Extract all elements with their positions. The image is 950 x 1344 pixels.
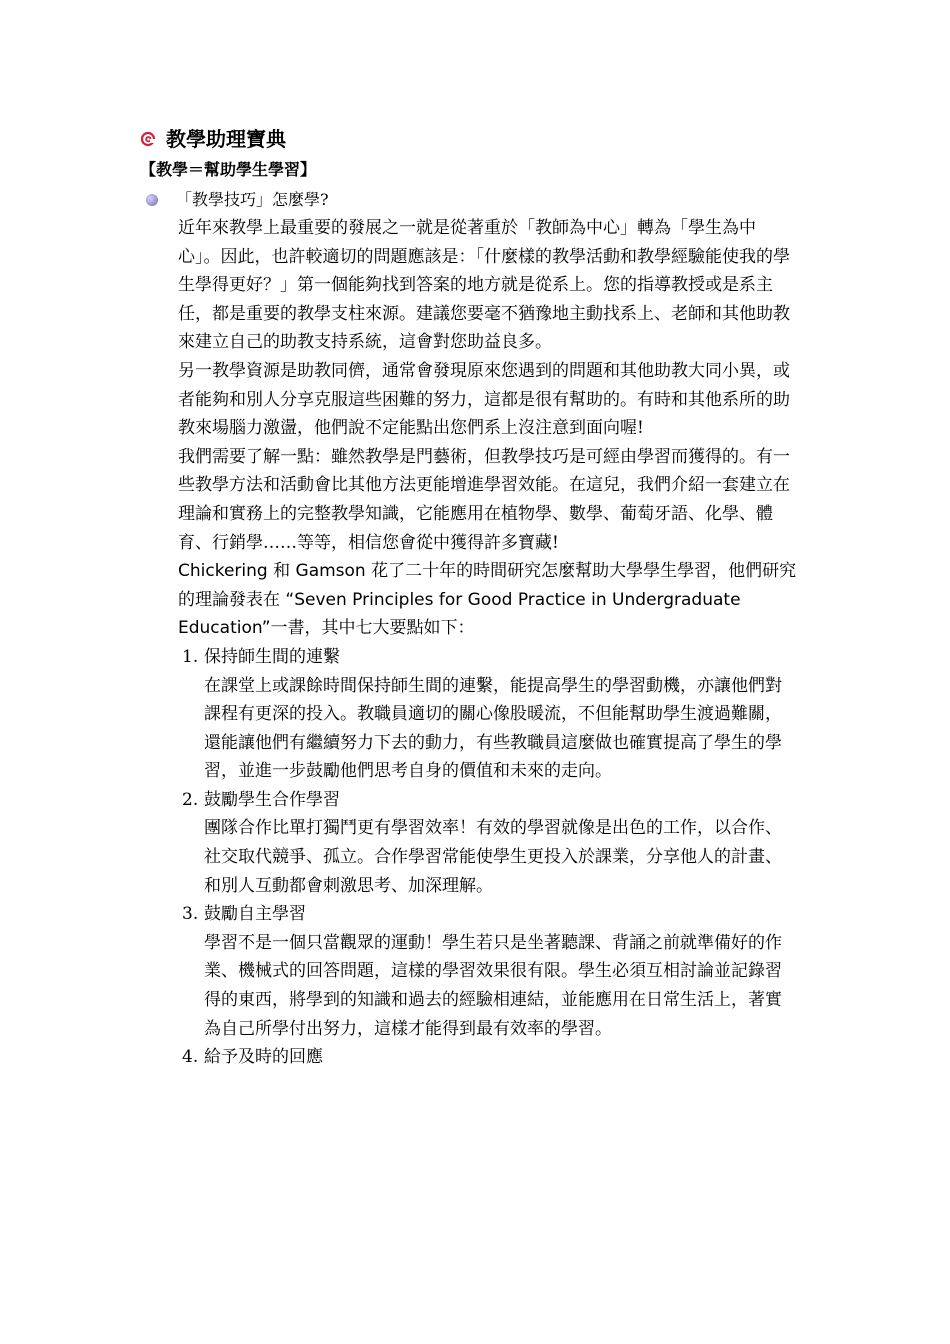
list-item-body: 團隊合作比單打獨鬥更有學習效率！有效的學習就像是出色的工作，以合作、社交取代競爭、孤立。合作學習常能使學生更投入於課業，分享他人的計畫、和別人互動都會刺激思考、加深理解。	[204, 818, 782, 896]
list-item-title	[178, 900, 798, 929]
list-item-title	[178, 786, 798, 815]
bullet-heading	[146, 186, 329, 214]
list-item-heading: 給予及時的回應	[204, 1047, 323, 1068]
list-item	[178, 786, 798, 900]
intro-text: 花了二十年的時間研究怎麼幫助大學學生學習，他們研究的理論發表在	[178, 561, 797, 610]
list-item-number: 3.	[182, 904, 199, 925]
section-heading: 【教學＝幫助學生學習】	[140, 160, 317, 179]
author-name: Gamson	[295, 561, 366, 582]
author-name: Chickering	[178, 561, 268, 582]
list-item	[178, 1043, 798, 1072]
document-body	[178, 214, 798, 1072]
document-title	[140, 124, 286, 154]
list-item	[178, 643, 798, 786]
bullet-icon	[146, 194, 158, 206]
paragraph: 我們需要了解一點：雖然教學是門藝術，但教學技巧是可經由學習而獲得的。有一些教學方法和活動會比其他方法更能增進學習效能。在這兒，我們介紹一套建立在理論和實務上的完整教學知識，它能應用在植物學、數學、葡萄牙語、化學、體育、行銷學……等等，相信您會從中獲得許多寶藏!	[178, 446, 790, 553]
list-item-heading: 鼓勵學生合作學習	[204, 789, 340, 810]
intro-text: 一書，其中七大要點如下：	[270, 618, 475, 639]
principles-list	[178, 643, 798, 1072]
book-title: “Seven Principles for Good Practice in Undergraduate Education”	[178, 589, 741, 639]
intro-text: 和	[267, 561, 296, 582]
list-item-number: 4.	[182, 1047, 199, 1068]
bullet-heading-text: 「教學技巧」怎麼學?	[176, 190, 329, 209]
list-item-title	[178, 643, 798, 672]
list-item-heading: 保持師生間的連繫	[204, 646, 340, 667]
paragraph: 近年來教學上最重要的發展之一就是從著重於「教師為中心」轉為「學生為中心」。因此，也許較適切的問題應該是：「什麼樣的教學活動和教學經驗能使我的學生學得更好？」第一個能夠找到答案的地方就是從系上。您的指導教授或是系主任，都是重要的教學支柱來源。建議您要毫不猶豫地主動找系上、老師和其他助教來建立自己的助教支持系統，這會對您助益良多。	[178, 218, 790, 353]
list-item-number: 2.	[182, 789, 199, 810]
intro-paragraph	[178, 557, 798, 643]
list-item-heading: 鼓勵自主學習	[204, 904, 306, 925]
at-sign-icon	[140, 131, 156, 147]
list-item-title	[178, 1043, 798, 1072]
list-item	[178, 900, 798, 1043]
paragraph: 另一教學資源是助教同儕，通常會發現原來您遇到的問題和其他助教大同小異，或者能夠和別人分享克服這些困難的努力，這都是很有幫助的。有時和其他系所的助教來場腦力激盪，他們說不定能點出您們系上沒注意到面向喔!	[178, 360, 790, 439]
list-item-number: 1.	[182, 646, 199, 667]
title-text: 教學助理寶典	[166, 127, 286, 151]
list-item-body: 學習不是一個只當觀眾的運動！學生若只是坐著聽課、背誦之前就準備好的作業、機械式的回答問題，這樣的學習效果很有限。學生必須互相討論並記錄習得的東西，將學到的知識和過去的經驗相連結，並能應用在日常生活上，著實為自己所學付出努力，這樣才能得到最有效率的學習。	[204, 932, 782, 1039]
list-item-body: 在課堂上或課餘時間保持師生間的連繫，能提高學生的學習動機，亦讓他們對課程有更深的投入。教職員適切的關心像股暖流，不但能幫助學生渡過難關，還能讓他們有繼續努力下去的動力，有些教職員這麼做也確實提高了學生的學習，並進一步鼓勵他們思考自身的價值和未來的走向。	[204, 675, 782, 782]
